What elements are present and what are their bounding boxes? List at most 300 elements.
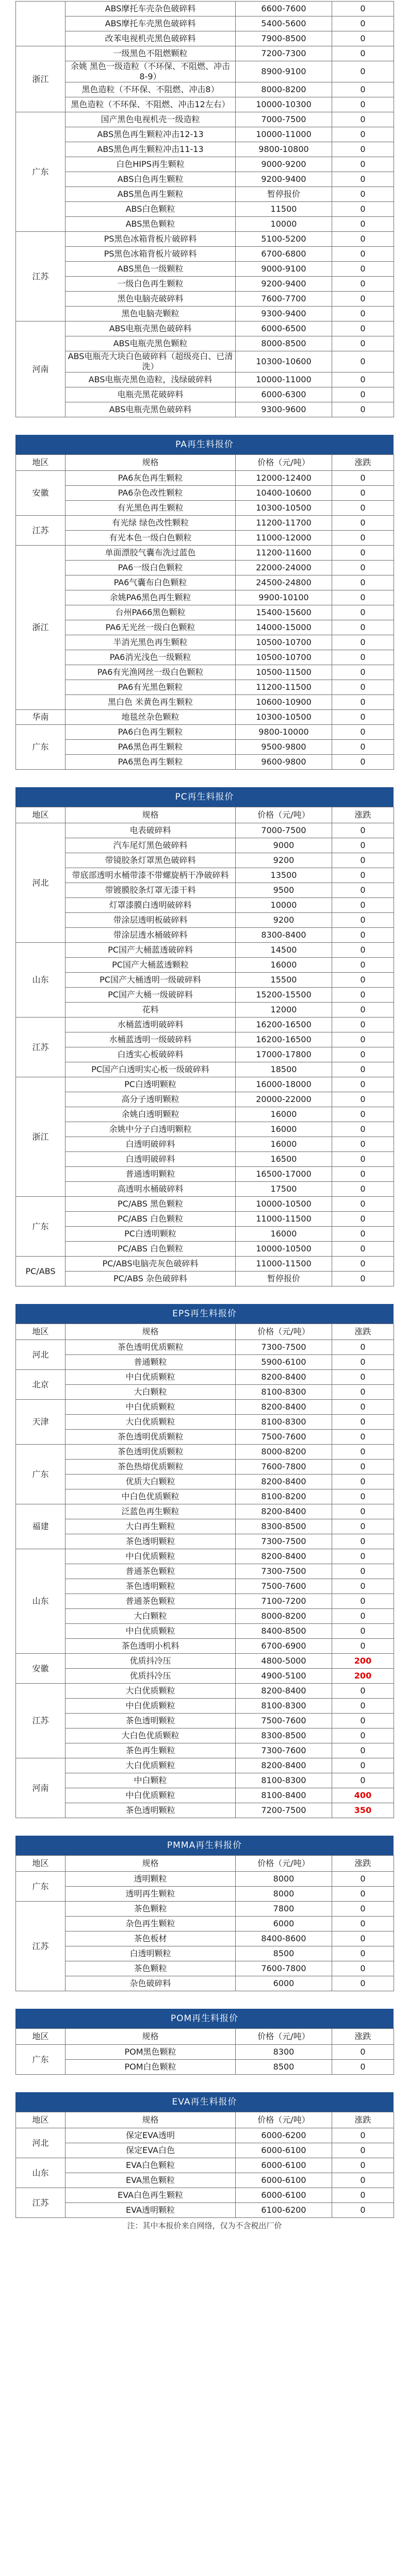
change-cell: 0 (332, 1355, 394, 1370)
table-row (16, 1564, 394, 1579)
spec-cell: 优质大白颗粒 (66, 1475, 236, 1489)
spec-cell: 中白颗粒 (66, 1773, 236, 1788)
table-row (16, 387, 394, 402)
price-cell: 9500-9800 (236, 740, 332, 755)
change-cell: 0 (332, 402, 394, 417)
change-cell: 0 (332, 605, 394, 620)
price-cell: 8100-8200 (236, 1489, 332, 1504)
table-row (16, 1684, 394, 1699)
table-row (16, 1032, 394, 1047)
table-row (16, 112, 394, 127)
spec-cell: POM白色颗粒 (66, 2060, 236, 2075)
change-cell: 0 (332, 1032, 394, 1047)
table-header-row (16, 807, 394, 823)
table-row (16, 172, 394, 187)
change-cell: 0 (332, 501, 394, 516)
price-cell: 9200 (236, 853, 332, 868)
price-cell: 16500-17000 (236, 1167, 332, 1182)
change-cell: 0 (332, 680, 394, 695)
change-cell: 0 (332, 2143, 394, 2158)
price-cell: 9500 (236, 883, 332, 898)
change-cell: 0 (332, 531, 394, 546)
change-cell: 0 (332, 1167, 394, 1182)
change-cell: 0 (332, 1489, 394, 1504)
price-cell: 7500-7600 (236, 1579, 332, 1594)
region-cell: 广东 (16, 1197, 66, 1257)
table-row (16, 635, 394, 650)
spec-cell: PC国产大桶蓝透破碎料 (66, 943, 236, 958)
spec-cell: 改苯电视机壳黑色破碎料 (66, 31, 236, 46)
spec-cell: 大白颗粒 (66, 1385, 236, 1400)
region-cell: 河北 (16, 823, 66, 943)
spec-cell: 水桶蓝透明破碎料 (66, 1018, 236, 1032)
spec-cell: 茶色透明颗粒 (66, 1534, 236, 1549)
header-price: 价格（元/吨） (236, 2029, 332, 2045)
spec-cell: 中白优质颗粒 (66, 1788, 236, 1803)
spec-cell: 茶色透明小机料 (66, 1639, 236, 1654)
table-row (16, 2128, 394, 2143)
price-cell: 暂停报价 (236, 1272, 332, 1286)
spec-cell: PA6气囊布白色颗粒 (66, 575, 236, 590)
spec-cell: PC国产白透明实心板一级破碎料 (66, 1062, 236, 1077)
spec-cell: PC/ABS电脑壳灰色破碎料 (66, 1257, 236, 1272)
change-cell: 0 (332, 1430, 394, 1445)
footer-note: 注：其中本报价来自网络，仅为不含税出厂价 (127, 2221, 282, 2230)
spec-cell: 茶色板材 (66, 1931, 236, 1946)
spec-cell: EVA黑色颗粒 (66, 2173, 236, 2188)
region-cell: 广东 (16, 1445, 66, 1504)
region-cell: 广东 (16, 112, 66, 232)
price-cell: 10500-10700 (236, 635, 332, 650)
change-cell: 0 (332, 2203, 394, 2218)
section-title-pom: POM再生料报价 (15, 2009, 394, 2028)
price-cell: 11200-11700 (236, 516, 332, 531)
table-row (16, 1182, 394, 1197)
spec-cell: PS黑色冰箱背板片破碎料 (66, 232, 236, 247)
spec-cell: PA6无光丝一级白色颗粒 (66, 620, 236, 635)
change-cell: 0 (332, 1137, 394, 1152)
change-cell: 0 (332, 1743, 394, 1758)
table-row (16, 1743, 394, 1758)
change-cell: 0 (332, 1415, 394, 1430)
change-cell: 0 (332, 1018, 394, 1032)
change-cell: 0 (332, 853, 394, 868)
price-cell: 10300-10500 (236, 710, 332, 725)
change-cell: 0 (332, 307, 394, 321)
price-cell: 17500 (236, 1182, 332, 1197)
price-cell: 16500 (236, 1152, 332, 1167)
table-row (16, 928, 394, 943)
price-cell: 6000-6500 (236, 321, 332, 336)
table-row (16, 943, 394, 958)
change-cell: 0 (332, 1887, 394, 1902)
price-cell: 8400-8500 (236, 1624, 332, 1639)
price-cell: 6600-7600 (236, 2, 332, 16)
price-cell: 16000 (236, 1122, 332, 1137)
table-row (16, 883, 394, 898)
table-row (16, 1758, 394, 1773)
price-cell: 8500 (236, 2060, 332, 2075)
table-row (16, 1624, 394, 1639)
change-cell: 0 (332, 1475, 394, 1489)
table-row (16, 1976, 394, 1991)
table-row (16, 2188, 394, 2203)
spec-cell: ABS白色颗粒 (66, 202, 236, 217)
header-change: 涨跌 (332, 2112, 394, 2128)
spec-cell: 泛蓝色再生颗粒 (66, 1504, 236, 1519)
change-cell: 0 (332, 1504, 394, 1519)
spec-cell: 普通茶色颗粒 (66, 1594, 236, 1609)
spec-cell: 有光本色一级白色颗粒 (66, 531, 236, 546)
change-cell: 0 (332, 1003, 394, 1018)
table-row (16, 336, 394, 351)
region-cell: 华南 (16, 710, 66, 725)
price-cell: 6000-6300 (236, 387, 332, 402)
price-cell: 4900-5100 (236, 1669, 332, 1684)
change-cell: 0 (332, 1062, 394, 1077)
table-row (16, 292, 394, 307)
spec-cell: 保定EVA白色 (66, 2143, 236, 2158)
change-cell: 0 (332, 1340, 394, 1355)
price-cell: 9600-9800 (236, 755, 332, 770)
spec-cell: 大白颗粒 (66, 1609, 236, 1624)
header-region: 地区 (16, 1856, 66, 1872)
price-cell: 6000-6100 (236, 2158, 332, 2173)
table-row (16, 1003, 394, 1018)
change-cell: 0 (332, 695, 394, 710)
spec-cell: 带底部透明水桶带漆不带螺旋柄干净破碎料 (66, 868, 236, 883)
region-cell: 浙江 (16, 546, 66, 710)
table-row (16, 2158, 394, 2173)
spec-cell: 有光黑色再生颗粒 (66, 501, 236, 516)
table-row (16, 351, 394, 372)
price-cell: 7600-7800 (236, 1460, 332, 1475)
region-cell: 浙江 (16, 1077, 66, 1197)
table-row (16, 868, 394, 883)
price-cell: 8300 (236, 2045, 332, 2060)
spec-cell: 黑色造粒（不环保、不阻燃、冲击8） (66, 82, 236, 97)
table-row (16, 187, 394, 202)
change-cell: 0 (332, 1564, 394, 1579)
change-cell: 0 (332, 1107, 394, 1122)
spec-cell: EVA透明颗粒 (66, 2203, 236, 2218)
price-cell: 16000 (236, 958, 332, 973)
spec-cell: 茶色透明颗粒 (66, 1579, 236, 1594)
header-change: 涨跌 (332, 2029, 394, 2045)
price-cell: 8100-8300 (236, 1415, 332, 1430)
table-row (16, 1077, 394, 1092)
spec-cell: 大白优质颗粒 (66, 1684, 236, 1699)
change-cell: 0 (332, 202, 394, 217)
price-cell: 9000 (236, 838, 332, 853)
change-cell: 0 (332, 172, 394, 187)
price-cell: 7500-7600 (236, 1430, 332, 1445)
change-cell: 0 (332, 740, 394, 755)
price-cell: 5100-5200 (236, 232, 332, 247)
change-cell: 0 (332, 61, 394, 82)
table-row (16, 1212, 394, 1227)
table-row (16, 988, 394, 1003)
spec-cell: 白色HIPS再生颗粒 (66, 157, 236, 172)
table-row (16, 1579, 394, 1594)
change-cell: 200 (332, 1669, 394, 1684)
spec-cell: 优质抖冷压 (66, 1669, 236, 1684)
change-cell: 0 (332, 1946, 394, 1961)
table-row (16, 1018, 394, 1032)
table-row (16, 486, 394, 501)
price-cell: 8000-8200 (236, 1445, 332, 1460)
table-row (16, 1714, 394, 1728)
spec-cell: PC/ABS 黑色颗粒 (66, 1197, 236, 1212)
spec-cell: 黑白色 米黄色再生颗粒 (66, 695, 236, 710)
spec-cell: 一级黑色不阻燃颗粒 (66, 46, 236, 61)
price-cell: 8300-8500 (236, 1519, 332, 1534)
header-spec: 规格 (66, 1856, 236, 1872)
change-cell: 0 (332, 336, 394, 351)
change-cell: 0 (332, 321, 394, 336)
spec-cell: ABS黑色颗粒 (66, 217, 236, 232)
price-cell: 22000-24000 (236, 561, 332, 575)
change-cell: 0 (332, 471, 394, 486)
change-cell: 0 (332, 2173, 394, 2188)
spec-cell: 灯罩漆膜白透明破碎料 (66, 898, 236, 913)
change-cell: 0 (332, 351, 394, 372)
change-cell: 350 (332, 1803, 394, 1818)
price-table-pc (15, 807, 394, 1286)
price-cell: 8200-8400 (236, 1684, 332, 1699)
change-cell: 0 (332, 2188, 394, 2203)
price-cell: 7300-7500 (236, 1534, 332, 1549)
price-cell: 7300-7500 (236, 1564, 332, 1579)
region-cell: PC/ABS (16, 1257, 66, 1286)
change-cell: 0 (332, 1077, 394, 1092)
table-row (16, 307, 394, 321)
table-row (16, 680, 394, 695)
header-region: 地区 (16, 1324, 66, 1340)
header-region: 地区 (16, 807, 66, 823)
spec-cell: 中白优质颗粒 (66, 1370, 236, 1385)
price-cell: 17000-17800 (236, 1047, 332, 1062)
change-cell: 0 (332, 1242, 394, 1257)
spec-cell: 高分子透明颗粒 (66, 1092, 236, 1107)
change-cell: 0 (332, 725, 394, 740)
change-cell: 0 (332, 1197, 394, 1212)
price-cell: 9000-9200 (236, 157, 332, 172)
change-cell: 0 (332, 710, 394, 725)
table-row (16, 1107, 394, 1122)
spec-cell: 带镜胶条灯罩黑色破碎料 (66, 853, 236, 868)
change-cell: 0 (332, 1460, 394, 1475)
table-row (16, 695, 394, 710)
price-cell: 9800-10800 (236, 142, 332, 157)
section-title-pc: PC再生料报价 (15, 787, 394, 807)
table-row (16, 1803, 394, 1818)
spec-cell: 中白优质颗粒 (66, 1549, 236, 1564)
price-cell: 10000 (236, 898, 332, 913)
spec-cell: 杂色破碎料 (66, 1976, 236, 1991)
change-cell: 0 (332, 1519, 394, 1534)
spec-cell: 电瓶壳黑花破碎料 (66, 387, 236, 402)
table-row (16, 1062, 394, 1077)
price-cell: 8900-9100 (236, 61, 332, 82)
table-row (16, 725, 394, 740)
region-cell: 河南 (16, 1758, 66, 1818)
spec-cell: 茶色颗粒 (66, 1961, 236, 1976)
price-cell: 6000-6100 (236, 2143, 332, 2158)
price-cell: 7300-7500 (236, 1340, 332, 1355)
price-cell: 10000-11000 (236, 127, 332, 142)
change-cell: 0 (332, 232, 394, 247)
price-cell: 15500 (236, 973, 332, 988)
price-cell: 12000-12400 (236, 471, 332, 486)
region-cell: 天津 (16, 1400, 66, 1445)
spec-cell: PA6有光黑色颗粒 (66, 680, 236, 695)
table-row (16, 1445, 394, 1460)
table-row (16, 1137, 394, 1152)
spec-cell: 茶色再生颗粒 (66, 1743, 236, 1758)
change-cell: 0 (332, 187, 394, 202)
change-cell: 0 (332, 1639, 394, 1654)
table-row (16, 605, 394, 620)
region-cell: 河北 (16, 1340, 66, 1370)
spec-cell: 大白优质颗粒 (66, 1758, 236, 1773)
table-row (16, 1872, 394, 1887)
table-row (16, 262, 394, 277)
change-cell: 0 (332, 1257, 394, 1272)
header-change: 涨跌 (332, 807, 394, 823)
region-cell: 广东 (16, 725, 66, 770)
table-row (16, 1961, 394, 1976)
spec-cell: 茶色颗粒 (66, 1902, 236, 1917)
spec-cell: 黑色电脑壳颗粒 (66, 307, 236, 321)
table-row (16, 1475, 394, 1489)
table-row (16, 202, 394, 217)
change-cell: 0 (332, 1122, 394, 1137)
price-cell: 10500-10700 (236, 650, 332, 665)
spec-cell: 中白优质颗粒 (66, 1624, 236, 1639)
table-row (16, 1340, 394, 1355)
change-cell: 0 (332, 1684, 394, 1699)
table-row (16, 1197, 394, 1212)
table-row (16, 1728, 394, 1743)
price-cell: 9900-10100 (236, 590, 332, 605)
price-cell: 16000 (236, 1137, 332, 1152)
price-cell: 15200-15500 (236, 988, 332, 1003)
header-spec: 规格 (66, 1324, 236, 1340)
table-row (16, 2203, 394, 2218)
table-row (16, 1272, 394, 1286)
region-cell: 广东 (16, 1872, 66, 1902)
spec-cell: PC白透明颗粒 (66, 1227, 236, 1242)
region-cell (16, 2, 66, 46)
section-title-eva: EVA再生料报价 (15, 2092, 394, 2112)
price-cell: 10000-10500 (236, 1197, 332, 1212)
price-cell: 14000-15000 (236, 620, 332, 635)
change-cell: 0 (332, 838, 394, 853)
region-cell: 浙江 (16, 46, 66, 112)
price-cell: 16200-16500 (236, 1018, 332, 1032)
spec-cell: 台州PA66黑色颗粒 (66, 605, 236, 620)
change-cell: 0 (332, 883, 394, 898)
change-cell: 0 (332, 2045, 394, 2060)
price-cell: 10000-10300 (236, 97, 332, 112)
spec-cell: ABS摩托车壳杂色破碎料 (66, 2, 236, 16)
region-cell: 河南 (16, 321, 66, 417)
spec-cell: 中白色优质颗粒 (66, 1489, 236, 1504)
table-row (16, 958, 394, 973)
section-title-eps: EPS再生料报价 (15, 1304, 394, 1324)
price-cell: 20000-22000 (236, 1092, 332, 1107)
price-cell: 16000-18000 (236, 1077, 332, 1092)
change-cell: 0 (332, 112, 394, 127)
change-cell: 0 (332, 292, 394, 307)
change-cell: 0 (332, 2060, 394, 2075)
change-cell: 0 (332, 823, 394, 838)
spec-cell: 余姚白透明颗粒 (66, 1107, 236, 1122)
price-cell: 9200-9400 (236, 172, 332, 187)
change-cell: 0 (332, 1047, 394, 1062)
price-cell: 8000-8200 (236, 1609, 332, 1624)
price-cell: 9200 (236, 913, 332, 928)
price-table-abs-continued (15, 1, 394, 417)
change-cell: 0 (332, 1549, 394, 1564)
spec-cell: 黑色造粒（不环保、不阻燃、冲击12左右） (66, 97, 236, 112)
table-row (16, 1773, 394, 1788)
table-row (16, 247, 394, 262)
table-row (16, 1489, 394, 1504)
price-cell: 10000 (236, 217, 332, 232)
spec-cell: 白透实心板破碎料 (66, 1047, 236, 1062)
header-spec: 规格 (66, 807, 236, 823)
spec-cell: 带涂层透水桶破碎料 (66, 928, 236, 943)
price-cell: 7800 (236, 1902, 332, 1917)
change-cell: 0 (332, 620, 394, 635)
change-cell: 0 (332, 2158, 394, 2173)
header-spec: 规格 (66, 2112, 236, 2128)
spec-cell: 杂色再生颗粒 (66, 1917, 236, 1931)
price-cell: 9300-9600 (236, 402, 332, 417)
price-cell: 10300-10500 (236, 501, 332, 516)
table-row (16, 1227, 394, 1242)
table-row (16, 1460, 394, 1475)
price-cell: 8200-8400 (236, 1475, 332, 1489)
change-cell: 0 (332, 546, 394, 561)
table-row (16, 575, 394, 590)
change-cell: 0 (332, 1976, 394, 1991)
table-row (16, 1946, 394, 1961)
price-cell: 13500 (236, 868, 332, 883)
table-row (16, 1519, 394, 1534)
change-cell: 0 (332, 1445, 394, 1460)
change-cell: 0 (332, 973, 394, 988)
table-row (16, 755, 394, 770)
spec-cell: ABS黑色再生颗粒冲击11-13 (66, 142, 236, 157)
spec-cell: 一级白色再生颗粒 (66, 277, 236, 292)
spec-cell: 普通茶色颗粒 (66, 1564, 236, 1579)
change-cell: 0 (332, 142, 394, 157)
price-cell: 6000-6100 (236, 2173, 332, 2188)
table-row (16, 46, 394, 61)
table-row (16, 1257, 394, 1272)
price-cell: 暂停报价 (236, 187, 332, 202)
price-cell: 5900-6100 (236, 1355, 332, 1370)
price-table-pa (15, 454, 394, 770)
spec-cell: EVA白色再生颗粒 (66, 2188, 236, 2203)
header-change: 涨跌 (332, 1324, 394, 1340)
spec-cell: 茶色热熔优质颗粒 (66, 1460, 236, 1475)
spec-cell: 茶色透明优质颗粒 (66, 1340, 236, 1355)
change-cell: 0 (332, 1624, 394, 1639)
